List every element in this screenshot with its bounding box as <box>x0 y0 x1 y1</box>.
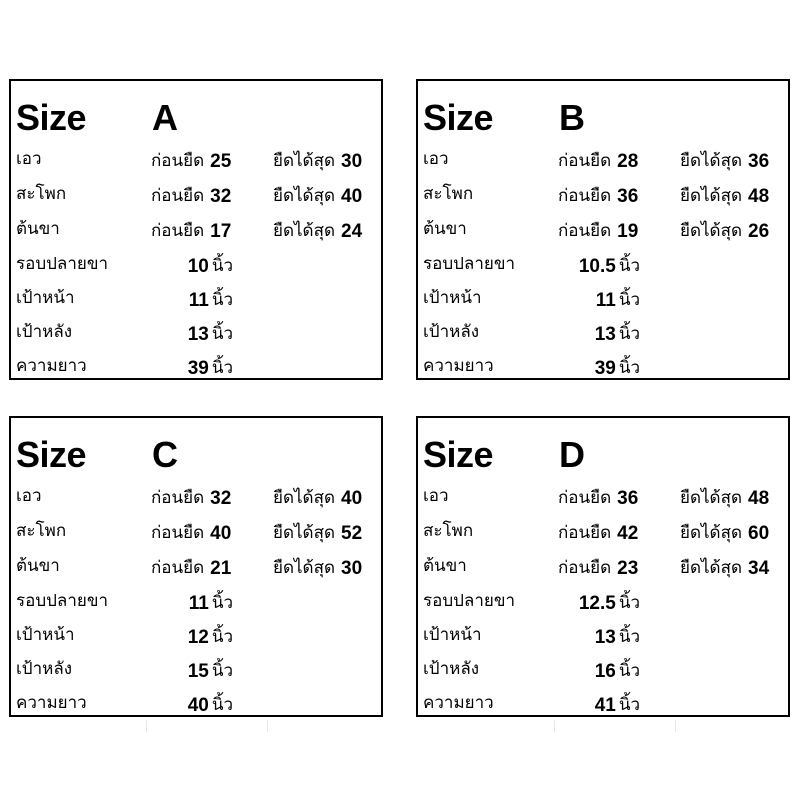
thigh-label: ต้นขา <box>423 556 467 576</box>
back-rise-value: 13 นิ้ว <box>594 324 640 345</box>
thigh-before: ก่อนยืด 21 <box>151 558 232 579</box>
back-rise-value: 15 นิ้ว <box>187 661 233 682</box>
thigh-before: ก่อนยืด 17 <box>151 221 232 242</box>
hem-value: 11 นิ้ว <box>188 593 233 614</box>
back-rise-label: เป้าหลัง <box>423 322 480 342</box>
hem-label: รอบปลายขา <box>16 591 109 611</box>
waist-label: เอว <box>16 149 42 169</box>
length-value: 40 นิ้ว <box>187 695 233 716</box>
front-rise-value: 12 นิ้ว <box>187 627 233 648</box>
thigh-max: ยืดได้สุด 24 <box>273 221 363 242</box>
front-rise-label: เป้าหน้า <box>423 625 482 645</box>
hem-value: 10 นิ้ว <box>187 256 233 277</box>
size-card-c <box>9 416 383 717</box>
length-label: ความยาว <box>423 356 494 376</box>
hip-label: สะโพก <box>423 521 474 541</box>
hip-label: สะโพก <box>423 184 474 204</box>
thigh-before: ก่อนยืด 19 <box>558 221 639 242</box>
size-letter: B <box>559 97 585 138</box>
hip-before: ก่อนยืด 36 <box>558 186 639 207</box>
back-rise-label: เป้าหลัง <box>16 322 73 342</box>
thigh-label: ต้นขา <box>16 556 60 576</box>
hip-label: สะโพก <box>16 521 67 541</box>
length-value: 41 นิ้ว <box>594 695 640 716</box>
hip-before: ก่อนยืด 32 <box>151 186 232 207</box>
hem-label: รอบปลายขา <box>16 254 109 274</box>
hem-value: 12.5 นิ้ว <box>578 593 640 614</box>
size-letter: C <box>152 434 178 475</box>
size-card-b <box>416 79 790 380</box>
waist-max: ยืดได้สุด 48 <box>680 488 770 509</box>
size-heading: Size <box>423 97 494 138</box>
length-value: 39 นิ้ว <box>594 358 640 379</box>
length-label: ความยาว <box>16 356 87 376</box>
waist-label: เอว <box>16 486 42 506</box>
back-rise-label: เป้าหลัง <box>423 659 480 679</box>
waist-before: ก่อนยืด 36 <box>558 488 639 509</box>
hip-max: ยืดได้สุด 60 <box>680 523 770 544</box>
thigh-before: ก่อนยืด 23 <box>558 558 639 579</box>
waist-before: ก่อนยืด 28 <box>558 151 639 172</box>
waist-before: ก่อนยืด 25 <box>151 151 232 172</box>
front-rise-value: 11 นิ้ว <box>188 290 233 311</box>
hip-label: สะโพก <box>16 184 67 204</box>
grid-line <box>267 720 268 732</box>
waist-max: ยืดได้สุด 36 <box>680 151 770 172</box>
back-rise-value: 13 นิ้ว <box>187 324 233 345</box>
waist-max: ยืดได้สุด 30 <box>273 151 363 172</box>
waist-max: ยืดได้สุด 40 <box>273 488 363 509</box>
front-rise-value: 13 นิ้ว <box>594 627 640 648</box>
back-rise-label: เป้าหลัง <box>16 659 73 679</box>
thigh-label: ต้นขา <box>16 219 60 239</box>
length-label: ความยาว <box>423 693 494 713</box>
thigh-max: ยืดได้สุด 26 <box>680 221 770 242</box>
front-rise-value: 11 นิ้ว <box>595 290 640 311</box>
length-value: 39 นิ้ว <box>187 358 233 379</box>
waist-before: ก่อนยืด 32 <box>151 488 232 509</box>
grid-line <box>146 720 147 732</box>
front-rise-label: เป้าหน้า <box>16 288 75 308</box>
grid-line <box>675 720 676 732</box>
hip-before: ก่อนยืด 42 <box>558 523 639 544</box>
thigh-max: ยืดได้สุด 30 <box>273 558 363 579</box>
thigh-max: ยืดได้สุด 34 <box>680 558 770 579</box>
hem-value: 10.5 นิ้ว <box>578 256 640 277</box>
size-letter: D <box>559 434 585 475</box>
waist-label: เอว <box>423 486 449 506</box>
hip-max: ยืดได้สุด 48 <box>680 186 770 207</box>
size-card-d <box>416 416 790 717</box>
size-heading: Size <box>16 97 87 138</box>
front-rise-label: เป้าหน้า <box>423 288 482 308</box>
size-heading: Size <box>16 434 87 475</box>
front-rise-label: เป้าหน้า <box>16 625 75 645</box>
length-label: ความยาว <box>16 693 87 713</box>
back-rise-value: 16 นิ้ว <box>594 661 640 682</box>
hem-label: รอบปลายขา <box>423 254 516 274</box>
size-letter: A <box>152 97 178 138</box>
size-heading: Size <box>423 434 494 475</box>
hip-before: ก่อนยืด 40 <box>151 523 232 544</box>
hem-label: รอบปลายขา <box>423 591 516 611</box>
size-card-a <box>9 79 383 380</box>
waist-label: เอว <box>423 149 449 169</box>
hip-max: ยืดได้สุด 52 <box>273 523 363 544</box>
hip-max: ยืดได้สุด 40 <box>273 186 363 207</box>
grid-line <box>554 720 555 732</box>
thigh-label: ต้นขา <box>423 219 467 239</box>
